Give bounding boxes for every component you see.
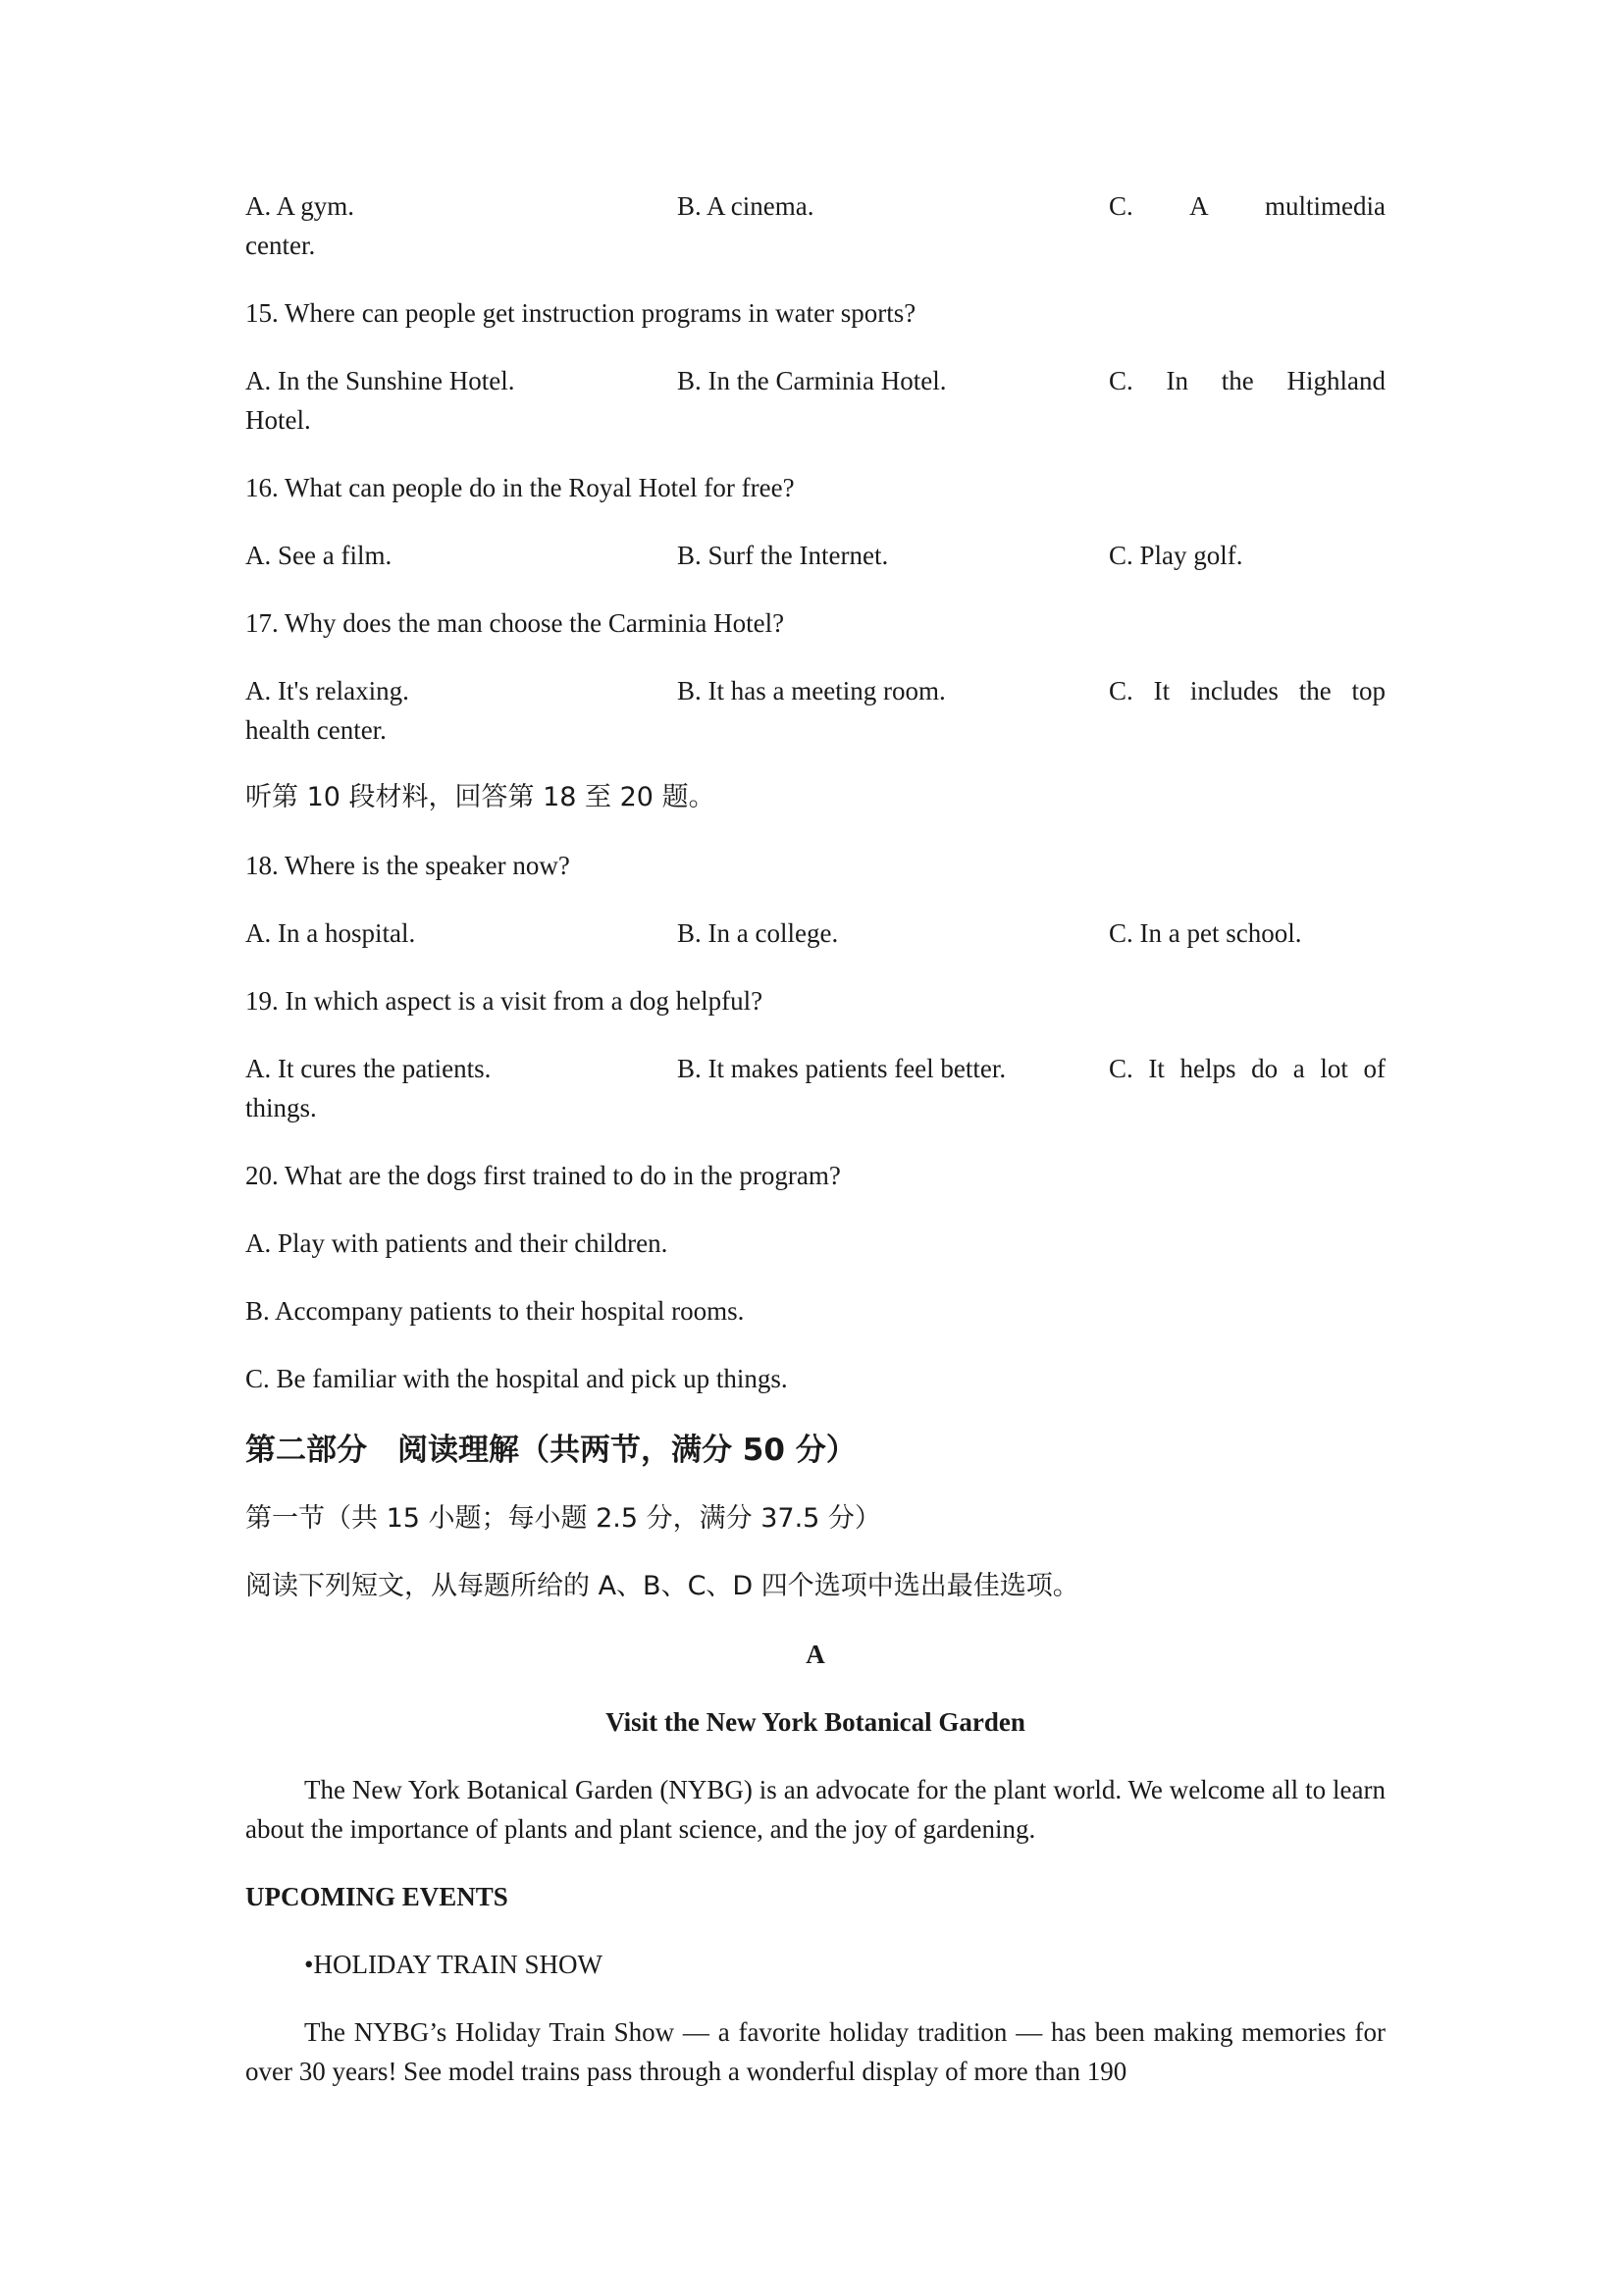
q16-option-b: B. Surf the Internet. [677, 541, 889, 570]
q17-option-a: A. It's relaxing. [245, 676, 409, 705]
q17-option-c-continued: health center. [245, 715, 387, 745]
q19-option-c: C. It helps do a lot of [1109, 1054, 1386, 1083]
q14-option-c-continued: center. [245, 231, 316, 260]
q15-options [245, 361, 1386, 440]
q20-question: 20. What are the dogs first trained to do in the program? [245, 1161, 841, 1190]
exam-page [245, 186, 1386, 2119]
q17-option-b: B. It has a meeting room. [677, 676, 946, 705]
q18-option-c: C. In a pet school. [1109, 918, 1302, 948]
q14-options [245, 186, 1386, 265]
q14-option-a: A. A gym. [245, 191, 355, 221]
q19-option-b: B. It makes patients feel better. [677, 1054, 1007, 1083]
reading-instruction: 阅读下列短文，从每题所给的 A、B、C、D 四个选项中选出最佳选项。 [245, 1571, 1079, 1601]
event1-title: •HOLIDAY TRAIN SHOW [304, 1950, 602, 1979]
event1-text: The NYBG’s Holiday Train Show — a favorite holiday tradition — has been making memories for over 30 years! See model trains pass through a wonderful display of more than 190 [245, 2017, 1386, 2086]
part2-title: 第二部分 阅读理解（共两节，满分 50 分） [245, 1433, 857, 1468]
q14-option-b: B. A cinema. [677, 191, 814, 221]
q15-option-a: A. In the Sunshine Hotel. [245, 366, 515, 395]
q19-options [245, 1049, 1386, 1127]
passage-title: Visit the New York Botanical Garden [605, 1707, 1025, 1737]
q15-option-b: B. In the Carminia Hotel. [677, 366, 947, 395]
q16-option-a: A. See a film. [245, 541, 393, 570]
section1-heading: 第一节（共 15 小题；每小题 2.5 分，满分 37.5 分） [245, 1503, 881, 1534]
q16-option-c: C. Play golf. [1109, 541, 1243, 570]
q18-option-b: B. In a college. [677, 918, 839, 948]
q15-question: 15. Where can people get instruction programs in water sports? [245, 298, 916, 328]
q15-option-c-continued: Hotel. [245, 405, 311, 435]
q17-options [245, 671, 1386, 750]
q17-question: 17. Why does the man choose the Carminia Hotel? [245, 608, 785, 638]
passage-intro: The New York Botanical Garden (NYBG) is an advocate for the plant world. We welcome all to learn about the importance of plants and plant science, and the joy of gardening. [245, 1775, 1386, 1844]
listening-instruction: 听第 10 段材料，回答第 18 至 20 题。 [245, 782, 715, 812]
passage-label: A [806, 1640, 825, 1669]
q18-options [245, 913, 1386, 953]
q16-question: 16. What can people do in the Royal Hotel for free? [245, 473, 795, 502]
q19-option-a: A. It cures the patients. [245, 1054, 492, 1083]
q20-option-a: A. Play with patients and their children. [245, 1228, 668, 1258]
q20-option-b: B. Accompany patients to their hospital rooms. [245, 1296, 745, 1326]
q20-option-c: C. Be familiar with the hospital and pick up things. [245, 1364, 788, 1393]
q16-options [245, 536, 1386, 575]
q15-option-c: C. In the Highland [1109, 366, 1386, 395]
q14-option-c: C. A multimedia [1109, 191, 1386, 221]
q19-question: 19. In which aspect is a visit from a dog helpful? [245, 986, 763, 1016]
q17-option-c: C. It includes the top [1109, 676, 1386, 705]
q19-option-c-continued: things. [245, 1093, 317, 1122]
events-heading: UPCOMING EVENTS [245, 1882, 508, 1911]
q18-question: 18. Where is the speaker now? [245, 851, 570, 880]
q18-option-a: A. In a hospital. [245, 918, 416, 948]
